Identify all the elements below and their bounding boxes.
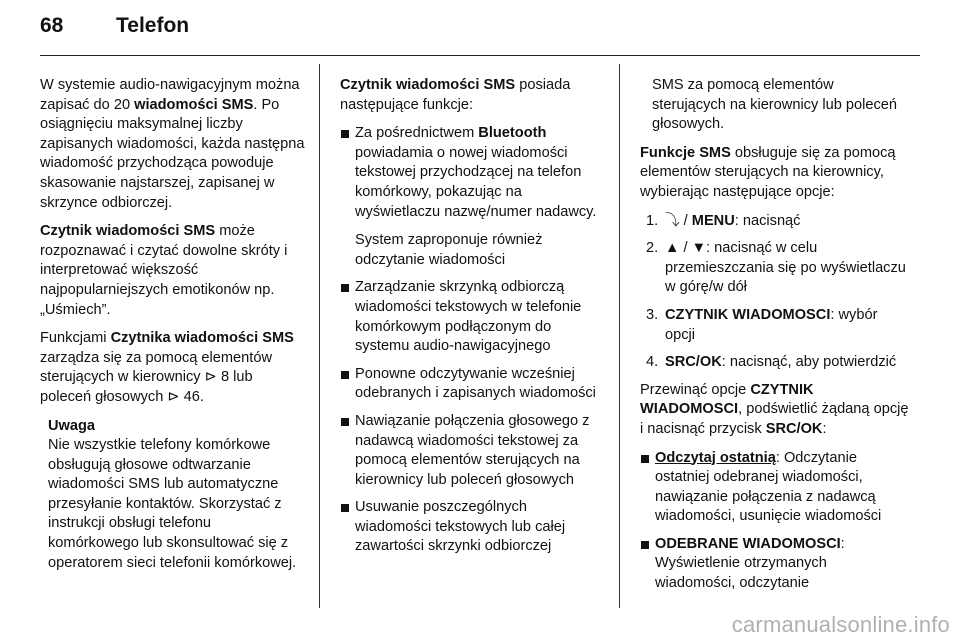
list-item: Ponowne odczytywanie wcześniej odebranych i zapisanych wiadomości <box>340 365 604 404</box>
paragraph-functions: Funkcjami Czytnika wiadomości SMS zarządza się za pomocą elementów sterujących w kierownicy ⊳ 8 lub poleceń głosowych ⊳ 46. <box>40 330 294 405</box>
watermark: carmanualsonline.info <box>731 612 950 637</box>
bullet-square-icon <box>341 418 349 426</box>
column-1 <box>40 76 305 573</box>
note-text: Nie wszystkie telefony komórkowe obsługują głosowe odtwarzanie wiadomości SMS lub automatyczne przesyłanie kontaktów. Skorzystać z instrukcji obsługi telefonu komórkowego lub skonsultować się z operatorem sieci telefonii komórkowej. <box>48 437 297 571</box>
bullet-square-icon <box>341 130 349 138</box>
step-item: 2. ▲ / ▼: nacisnąć w celu przemieszczania się po wyświetlaczu w górę/w dół <box>646 240 906 296</box>
paragraph-features-intro: Czytnik wiadomości SMS posiada następujące funkcje: <box>340 77 571 113</box>
step-item: 4. SRC/OK: nacisnąć, aby potwierdzić <box>646 354 897 371</box>
paragraph-continuation: SMS za pomocą elementów sterujących na kierownicy lub poleceń głosowych. <box>652 77 897 133</box>
column-divider-1 <box>319 64 320 608</box>
paragraph-reader: Czytnik wiadomości SMS może rozpoznawać i czytać dowolne skróty i interpretować większość najpopularniejszych emotikonów np. „Uśmiech”. <box>40 223 288 318</box>
step-item: 1. ⤵ / MENU: nacisnąć <box>646 212 801 229</box>
options-list <box>640 449 910 594</box>
list-item: ODEBRANE WIADOMOSCI: Wyświetlenie otrzymanych wiadomości, odczytanie <box>640 535 910 594</box>
page-ref-link[interactable]: 46 <box>183 388 200 405</box>
page-number: 68 <box>40 14 64 37</box>
step-item: 3. CZYTNIK WIADOMOSCI: wybór opcji <box>646 306 878 343</box>
list-item: Nawiązanie połączenia głosowego z nadawcą wiadomości tekstowej za pomocą elementów sterujących na kierownicy lub poleceń głosowych <box>340 412 604 490</box>
list-item: Odczytaj ostatnią: Odczytanie ostatniej odebranej wiadomości, nawiązanie połączenia z nadawcą wiadomości, usunięcie wiadomości <box>640 449 910 527</box>
page-title: Telefon <box>116 14 190 37</box>
page-ref-icon: ⊳ <box>167 388 184 405</box>
paragraph-intro: W systemie audio-nawigacyjnym można zapisać do 20 wiadomości SMS. Po osiągnięciu maksymalnej liczby zapisanych wiadomości, każda następna wiadomość przychodząca powoduje skasowanie najstarszej, zapisanej w skrzynce odbiorczej. <box>40 77 305 211</box>
back-arrow-icon: ⤵ <box>665 212 680 229</box>
feature-list <box>340 124 604 557</box>
bullet-square-icon <box>641 541 649 549</box>
note-title: Uwaga <box>48 417 96 434</box>
bullet-square-icon <box>341 504 349 512</box>
header-rule <box>40 55 920 56</box>
paragraph-sms-functions: Funkcje SMS obsługuje się za pomocą elementów sterujących na kierownicy, wybierając następujące opcje: <box>640 144 896 200</box>
bullet-square-icon <box>641 455 649 463</box>
page-ref-icon: ⊳ <box>204 369 221 386</box>
steps-list <box>640 212 910 373</box>
bullet-square-icon <box>341 371 349 379</box>
list-item: Usuwanie poszczególnych wiadomości tekstowych lub całej zawartości skrzynki odbiorczej <box>340 498 604 557</box>
list-item: Zarządzanie skrzynką odbiorczą wiadomości tekstowych w telefonie komórkowym podłączonym do systemu audio-nawigacyjnego <box>340 278 604 356</box>
note-box <box>48 417 305 574</box>
bullet-square-icon <box>341 284 349 292</box>
column-divider-2 <box>619 64 620 608</box>
page-ref-link[interactable]: 8 <box>220 369 230 386</box>
page-header <box>40 14 189 54</box>
down-triangle-icon: ▼ <box>691 240 707 257</box>
column-2 <box>340 76 604 565</box>
paragraph-scroll-options: Przewinąć opcje CZYTNIK WIADOMOSCI, podświetlić żądaną opcję i nacisnąć przycisk SRC/OK: <box>640 381 909 437</box>
up-triangle-icon: ▲ <box>665 240 680 257</box>
column-3 <box>640 76 910 602</box>
list-item: Za pośrednictwem Bluetooth powiadamia o nowej wiadomości tekstowej przychodzącej na telefon komórkowy, pokazując na wyświetlaczu nazwę/numer nadawcy. System zaproponuje również odczytanie wiadomości <box>340 124 604 270</box>
